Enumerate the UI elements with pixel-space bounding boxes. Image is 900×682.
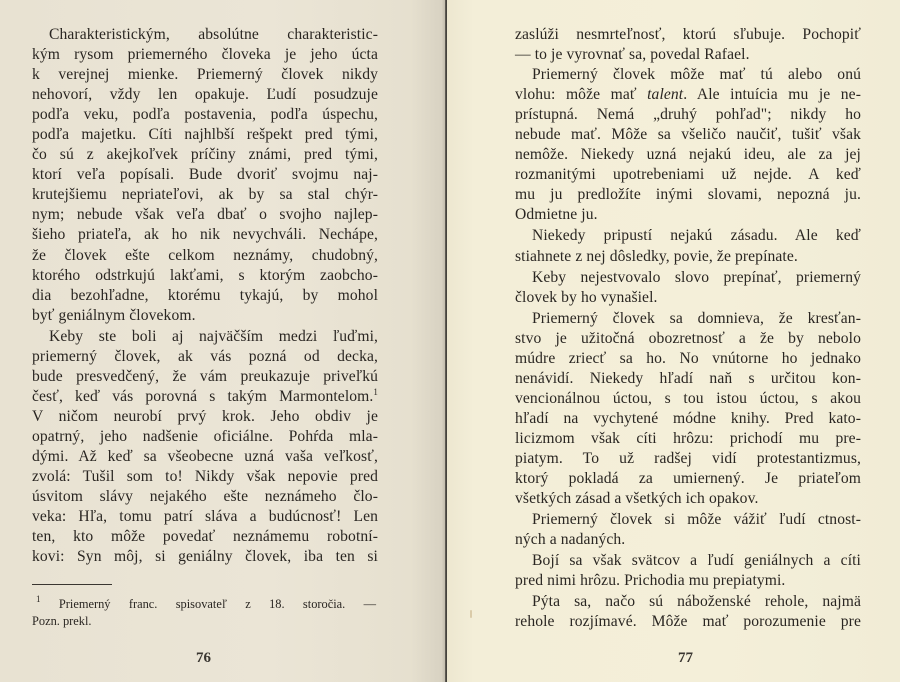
page-number-left: 76	[196, 650, 211, 666]
text-line: všetkých zásad a všetkých ich opakov.	[515, 490, 759, 508]
left-page	[0, 0, 446, 682]
footnote-text: Priemerný franc. spisovateľ z 18. storočia. —	[58, 597, 376, 611]
footnote-rule	[32, 584, 112, 585]
text-line: dými. Až keď sa všeobecne uzná vaša veľkosť,	[32, 447, 378, 465]
text-line: zaslúži nesmrteľnosť, ktorú sľubuje. Pochopiť	[515, 26, 861, 43]
text-line: vencionálnou úctou, s tou istou úctou, s akou	[515, 389, 861, 407]
text-line: V ničom neurobí prvý krok. Jeho obdiv je	[32, 407, 378, 425]
text-fragment: česť, keď vás porovná s takým Marmontelom.	[32, 387, 374, 405]
text-line: Priemerný človek môže mať tú alebo onú	[532, 66, 861, 84]
text-line: nehovorí, vždy len opakuje. Ľudí posudzuje	[32, 86, 378, 104]
text-line	[32, 387, 378, 407]
text-line: Bojí sa však svätcov a ľudí geniálnych a cíti	[532, 552, 861, 570]
text-line: podľa veku, podľa postavenia, podľa úspechu,	[32, 106, 378, 124]
text-line: byť geniálnym človekom.	[32, 306, 196, 324]
right-page-body	[515, 25, 861, 632]
text-line: opatrný, jeho nadšenie oficiálne. Pohŕda mla-	[32, 427, 378, 445]
text-line: priemerný človek, ak vás pozná od decka,	[32, 347, 378, 365]
text-line: pred nimi hrôzu. Prichodia mu prepiatymi.	[515, 572, 786, 590]
text-line: Charakteristickým, absolútne charakteristic-	[49, 26, 378, 43]
text-line: Priemerný človek si môže vážiť ľudí ctnost-	[532, 511, 861, 529]
text-line: nebude mať. Môže sa všeličo naučiť, tušiť však	[515, 126, 861, 144]
text-line: Keby ste boli aj najväčším medzi ľuďmi,	[49, 327, 378, 345]
text-line: stvo je užitočná obozretnosť a že by nebolo	[515, 329, 861, 347]
footnote-line	[32, 596, 376, 613]
text-line: ktorého odstrkujú lakťami, s ktorým zaobcho-	[32, 266, 378, 284]
text-line: bude presvedčený, že vám preukazuje priveľkú	[32, 367, 378, 385]
italic-word: talent	[647, 86, 684, 104]
text-line: prístupná. Nemá „druhý pohľad"; nikdy ho	[515, 106, 861, 124]
text-line: Pýta sa, načo sú náboženské rehole, najmä	[532, 593, 861, 611]
text-line: — to je vyrovnať sa, povedal Rafael.	[515, 46, 750, 64]
text-line: Odmietne ju.	[515, 206, 598, 224]
text-line: rehole rozjímavé. Môže mať porozumenie pre	[515, 613, 861, 631]
text-line: licizmom však cíti hrôzu: prichodí mu pre-	[515, 429, 861, 447]
left-page-body	[32, 25, 378, 567]
text-line: ten, kto môže povedať neznámemu robotní-	[32, 528, 378, 546]
text-line: človek by ho vynašiel.	[515, 288, 658, 306]
text-line: Niekedy pripustí nejakú zásadu. Ale keď	[532, 227, 861, 245]
text-fragment: vlohu: môže mať	[515, 86, 648, 104]
text-line: ktorí veľa popísali. Bude dvoriť svojmu naj-	[32, 166, 378, 184]
text-line	[515, 85, 861, 105]
text-line: čo sú z akejkoľvek príčiny známi, pred tými,	[32, 146, 378, 164]
text-line: rozmanitými upotrebeniami už nejde. A keď	[515, 166, 861, 184]
text-line: mu ju predložíte inými slovami, nepozná ju.	[515, 186, 861, 204]
text-line: podľa majetku. Cíti najhlbší rešpekt pred tými,	[32, 126, 378, 144]
text-line: krutejšiemu nepriateľovi, ak by sa stal chýr-	[32, 186, 378, 204]
text-line: zvolá: Tušil som to! Nikdy však nepovie pred	[32, 468, 378, 486]
text-line: že človek ešte celkom neznámy, chudobný,	[32, 246, 378, 264]
text-line: úsvitom slávy nejakého ešte neznámeho člo-	[32, 488, 378, 506]
text-line: kovi: Syn môj, si geniálny človek, iba ten si	[32, 548, 378, 566]
text-line: nemôže. Niekedy uzná nejakú ideu, ale za jej	[515, 146, 861, 164]
footnote-marker: 1	[36, 594, 41, 604]
footnote-reference: 1	[373, 386, 378, 397]
text-line: ktorý pokladá za umiernený. Je priateľom	[515, 470, 861, 488]
text-line: k verejnej mienke. Priemerný človek nikdy	[32, 66, 378, 84]
text-line: veka: Hľa, tomu patrí sláva a budúcnosť! Len	[32, 508, 378, 526]
text-line: kým rysom priemerného človeka je jeho úcta	[32, 46, 378, 64]
text-line: ných a nadaných.	[515, 531, 626, 549]
text-line: piatym. To už radšej vidí protestantizmus,	[515, 449, 861, 467]
page-number-right: 77	[678, 650, 693, 666]
text-line: Keby nejestvovalo slovo prepínať, priemerný	[532, 268, 861, 286]
footnote-line: Pozn. prekl.	[32, 614, 92, 628]
footnote	[32, 596, 376, 630]
text-line: nym; nebude však veľa dbať o svojho najlep-	[32, 206, 378, 224]
text-line: dia bezohľadne, ktorému tykajú, by mohol	[32, 286, 378, 304]
text-line: nenávidí. Niekedy hľadí naň s určitou kon-	[515, 369, 861, 387]
paper-blemish	[470, 610, 472, 618]
text-line: hľadí na vychytené módne knihy. Pred kato-	[515, 409, 861, 427]
text-line: Priemerný človek sa domnieva, že kresťan-	[532, 309, 861, 327]
text-line: šieho priateľa, ak ho nik nevychváli. Nechápe,	[32, 226, 378, 244]
text-line: stiahnete z nej dôsledky, povie, že prepínate.	[515, 247, 798, 265]
text-line: múdre zriecť sa ho. No vnútorne ho jednako	[515, 349, 861, 367]
text-fragment: . Ale intuícia mu je ne-	[683, 86, 861, 104]
